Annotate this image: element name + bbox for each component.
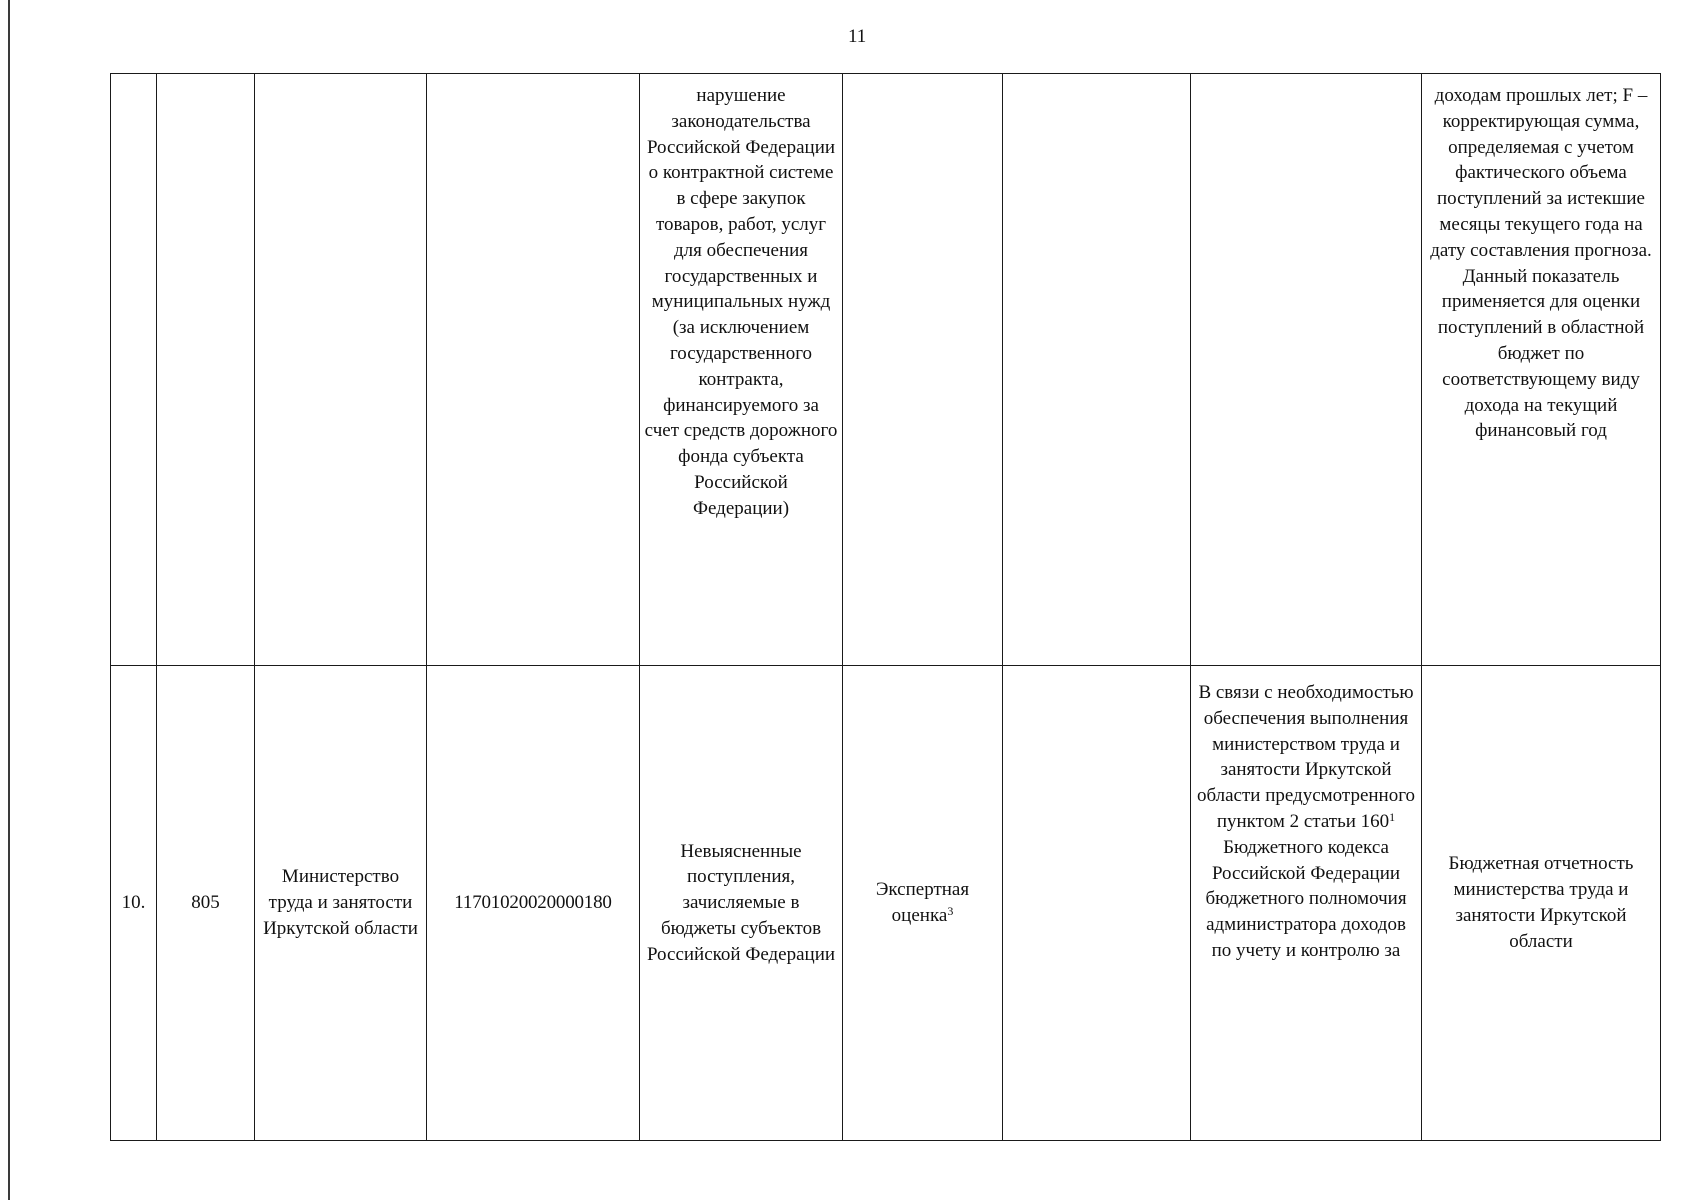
scan-edge-line (8, 0, 10, 1200)
reason-text-part2: Бюджетного кодекса Российской Федерации бюджетного полномочия администратора доходов по учету и контролю за (1205, 836, 1407, 961)
cell-income-name: Невыясненные поступления, зачисляемые в бюджеты субъектов Российской Федерации (640, 666, 843, 1141)
table-row-continuation (111, 74, 1661, 666)
cell-formula (1003, 74, 1191, 666)
page-number: 11 (848, 26, 867, 47)
cell-reason (1191, 74, 1422, 666)
cell-reason (1191, 666, 1422, 1141)
revenue-forecast-table (110, 73, 1661, 1141)
cell-administrator (255, 74, 427, 666)
cell-source: доходам прошлых лет; F – корректирующая сумма, определяемая с учетом фактического объема поступлений за истекшие месяцы текущего года на дату составления прогноза. Данный показатель применяется для оценки поступлений в областной бюджет по соответствующему виду дохода на текущий финансовый год (1422, 74, 1661, 666)
reason-text-part1: В связи с необходимостью обеспечения выполнения министерством труда и занятости Иркутской области предусмотренного пунктом 2 статьи 160 (1196, 682, 1416, 832)
cell-income-name: нарушение законодательства Российской Федерации о контрактной системе в сфере закупок товаров, работ, услуг для обеспечения государственных и муниципальных нужд (за исключением государственного контракта, финансируемого за счет средств дорожного фонда субъекта Российской Федерации) (640, 74, 843, 666)
cell-number (111, 74, 157, 666)
cell-method (843, 74, 1003, 666)
reason-footnote-mark: 1 (1389, 809, 1396, 824)
method-footnote-mark: 3 (947, 904, 954, 918)
table-row-10 (111, 666, 1661, 1141)
cell-admin-code (157, 74, 255, 666)
cell-administrator: Министерство труда и занятости Иркутской области (255, 666, 427, 1141)
cell-number: 10. (111, 666, 157, 1141)
cell-kbk (427, 74, 640, 666)
cell-source: Бюджетная отчетность министерства труда и занятости Иркутской области (1422, 666, 1661, 1141)
cell-kbk: 11701020020000180 (427, 666, 640, 1141)
cell-method (843, 666, 1003, 1141)
cell-formula (1003, 666, 1191, 1141)
method-text: Экспертная оценка (875, 879, 970, 926)
cell-admin-code: 805 (157, 666, 255, 1141)
